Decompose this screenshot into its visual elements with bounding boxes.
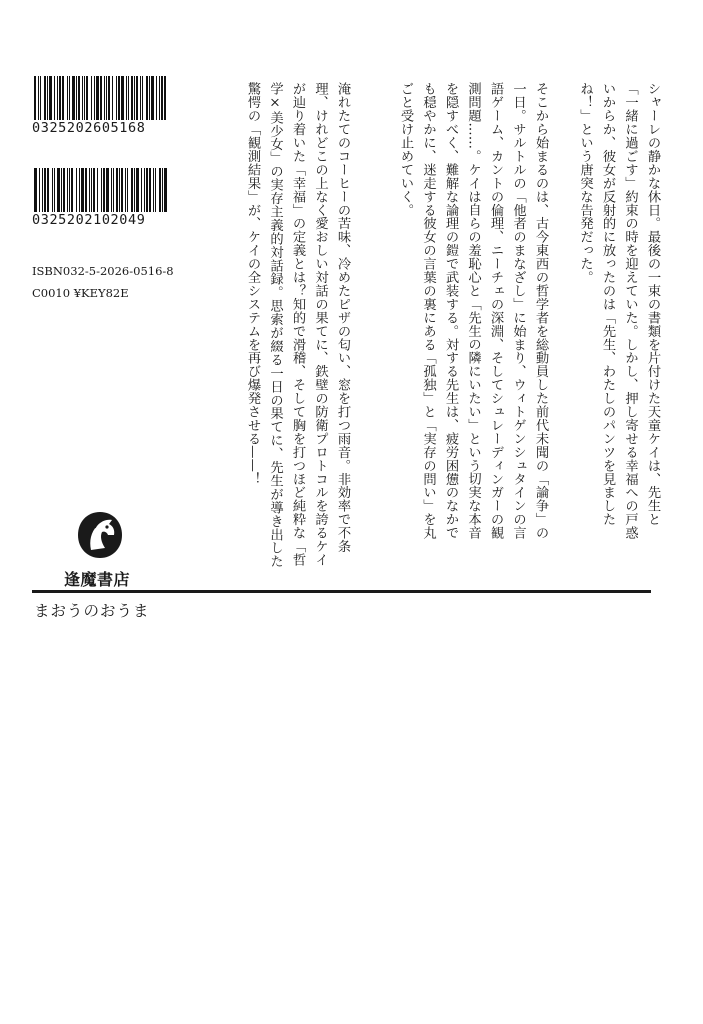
barcode-bar xyxy=(82,76,83,120)
barcode-bar xyxy=(164,168,167,212)
barcode-bar xyxy=(67,76,68,120)
barcode-bar xyxy=(40,76,41,120)
barcode-bar xyxy=(93,168,95,212)
barcode-bar xyxy=(100,76,102,120)
barcode-bar xyxy=(159,168,161,212)
barcode-bar xyxy=(97,168,98,212)
barcode-bar xyxy=(161,76,163,120)
barcode-bar xyxy=(142,76,143,120)
barcode-isbn xyxy=(32,76,180,135)
barcode-bar xyxy=(104,76,105,120)
barcode-bar xyxy=(79,168,80,212)
barcode-bar xyxy=(116,76,117,120)
barcode-bar xyxy=(49,76,52,120)
barcode-bar xyxy=(96,76,99,120)
barcode-bar xyxy=(103,168,105,212)
isbn-text: ISBN032-5-2026-0516-8 xyxy=(32,264,174,278)
barcode-bar xyxy=(113,168,114,212)
barcode-bar xyxy=(91,76,92,120)
barcode-bar xyxy=(111,168,112,212)
barcode-bar xyxy=(134,76,135,120)
barcode-bar xyxy=(57,76,58,120)
barcode-bar xyxy=(84,76,85,120)
barcode-bar xyxy=(106,76,107,120)
price-code-text: C0010 ¥KEY82E xyxy=(32,286,129,300)
barcode-bar xyxy=(94,76,95,120)
barcode-bar xyxy=(76,168,77,212)
barcode-bar xyxy=(72,76,75,120)
barcode-bar xyxy=(164,76,166,120)
barcode-bar xyxy=(85,168,87,212)
barcode-bar xyxy=(121,168,123,212)
barcode-bar xyxy=(118,76,120,120)
barcode-bar xyxy=(62,76,64,120)
barcode-bar xyxy=(146,168,148,212)
barcode-bar xyxy=(155,168,156,212)
barcode-bar xyxy=(151,76,154,120)
barcode-bar xyxy=(69,76,70,120)
barcode-bar xyxy=(47,76,48,120)
barcode-bar xyxy=(63,168,65,212)
barcode-bar xyxy=(136,76,138,120)
barcode-bar xyxy=(42,168,43,212)
barcode-bar xyxy=(146,76,148,120)
barcode-bar xyxy=(34,168,37,212)
barcode-bar xyxy=(153,168,154,212)
horse-head-logo-icon xyxy=(74,508,126,562)
barcode-bar xyxy=(67,168,68,212)
barcode-bar xyxy=(140,76,141,120)
barcode-bar xyxy=(159,76,160,120)
barcode-bar xyxy=(69,168,70,212)
barcode-bar xyxy=(54,76,55,120)
blurb-paragraph: 淹れたてのコーヒーの苦味、冷めたピザの匂い、窓を打つ雨音。非効率で不条理、けれどこの上なく愛おしい対話の果てに、鉄壁の防衛プロトコルを誇るケイが辿り着いた「幸福」の定義とは？知的で滑稽、そして胸を打つほど純粋な「哲学×美少女」の実存主義的対話録。思索が綴る一日の果てに、先生が導き出した驚愕の「観測結果」が、ケイの全システムを再び爆発させる——！ xyxy=(245,82,350,568)
barcode-bar xyxy=(121,76,124,120)
barcode-digits: 0325202102049 xyxy=(32,212,146,228)
barcode-bar xyxy=(101,168,102,212)
barcode-bar xyxy=(128,76,129,120)
blurb-paragraph: そこから始まるのは、古今東西の哲学者を総動員した前代未聞の「論争」の一日。サルトルの「他者のまなざし」に始まり、ウィトゲンシュタインの言語ゲーム、カントの倫理、ニーチェの深淵、そしてシュレーディンガーの観測問題……。ケイは自らの羞恥心と「先生の隣にいたい」という切実な本音を隠すべく、難解な論理の鎧で武装する。対する先生は、疲労困憊のなかでも穏やかに、迷走する彼女の言葉の裏にある「孤独」と「実存の問い」を丸ごと受け止めていく。 xyxy=(398,82,548,540)
barcode-bar xyxy=(144,168,145,212)
barcode-bars xyxy=(34,76,170,120)
barcode-bars xyxy=(34,168,170,212)
barcode-bar xyxy=(57,168,60,212)
barcode-bar xyxy=(86,76,88,120)
barcode-bar xyxy=(78,76,80,120)
barcode-price xyxy=(32,168,180,227)
barcode-bar xyxy=(34,76,36,120)
barcode-bar xyxy=(52,168,53,212)
barcode-bar xyxy=(116,168,118,212)
barcode-bar xyxy=(149,168,151,212)
barcode-bar xyxy=(156,76,157,120)
author-name: まおうのおうま xyxy=(34,602,150,620)
barcode-bar xyxy=(136,168,139,212)
barcode-bar xyxy=(39,168,40,212)
barcode-bar xyxy=(89,168,90,212)
barcode-bar xyxy=(127,168,128,212)
barcode-bar xyxy=(112,76,113,120)
barcode-bar xyxy=(141,168,142,212)
barcode-bar xyxy=(125,168,126,212)
barcode-bar xyxy=(108,76,110,120)
barcode-bar xyxy=(71,168,73,212)
barcode-bar xyxy=(38,76,39,120)
barcode-bar xyxy=(76,76,77,120)
barcode-bar xyxy=(44,168,46,212)
barcode-bar xyxy=(131,76,133,120)
barcode-bar xyxy=(134,168,135,212)
barcode-bar xyxy=(44,76,46,120)
barcode-bar xyxy=(54,168,55,212)
barcode-bar xyxy=(126,76,127,120)
barcode-bar xyxy=(91,168,92,212)
barcode-bar xyxy=(59,76,61,120)
barcode-bar xyxy=(106,168,109,212)
barcode-bar xyxy=(162,168,163,212)
divider-rule xyxy=(32,590,651,593)
publisher-name: 逢魔書店 xyxy=(64,570,131,589)
barcode-bar xyxy=(119,168,120,212)
barcode-bar xyxy=(61,168,62,212)
barcode-bar xyxy=(81,168,84,212)
barcode-bar xyxy=(131,168,133,212)
barcode-bar xyxy=(149,76,150,120)
barcode-bar xyxy=(47,168,49,212)
blurb-paragraph: シャーレの静かな休日。最後の一束の書類を片付けた天童ケイは、先生と「一緒に過ごす」約束の時を迎えていた。しかし、押し寄せる幸福への戸惑いからか、彼女が反射的に放ったのは「先生、わたしのパンツを見ましたね！」という唐突な告発だった。 xyxy=(577,82,660,540)
barcode-digits: 0325202605168 xyxy=(32,120,146,136)
